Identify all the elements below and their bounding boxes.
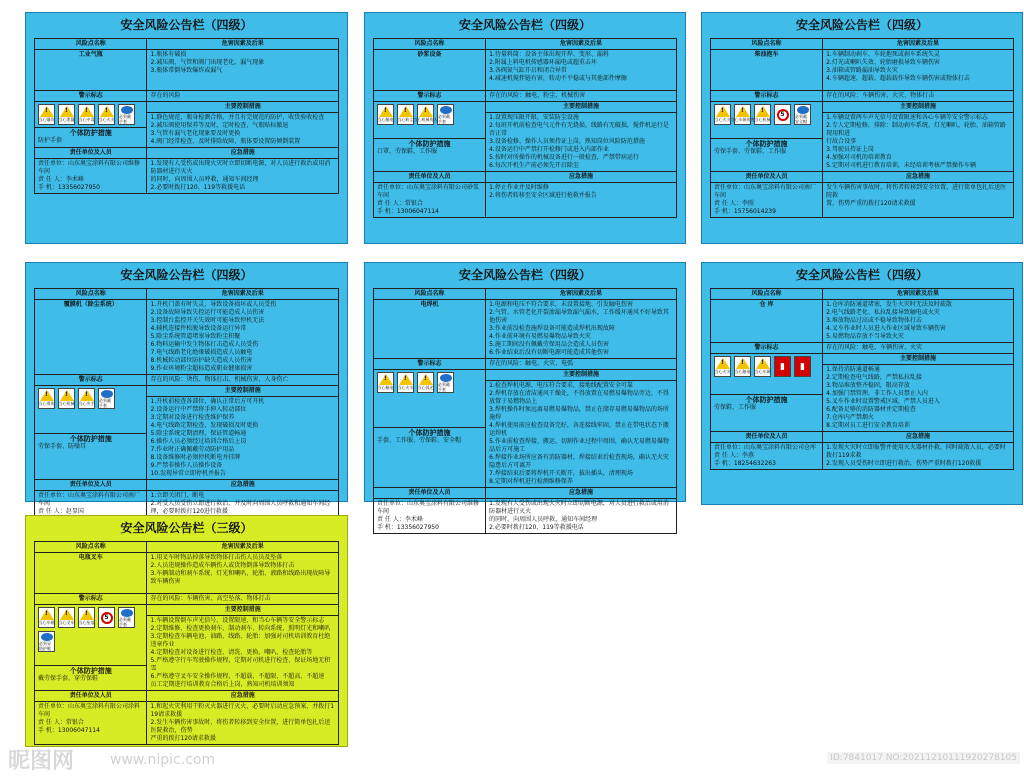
ppe-text: 戴劳保手套、穿劳保鞋 — [38, 675, 99, 683]
control-list — [486, 113, 677, 172]
risk-point-name: 电焊机 — [374, 300, 486, 359]
text-line: 1.保持消防通道畅通 — [826, 366, 880, 373]
text-line: 置，伤势严重的拨打120请求救援 — [826, 200, 916, 207]
risk-board — [25, 262, 348, 515]
risk-board — [364, 262, 686, 531]
ppe-text: 手套、工作服、劳保鞋、安全帽 — [377, 437, 462, 445]
text-line: 2.必要时拨打120、119等救援电话 — [150, 184, 246, 191]
header-risk-point: 风险点名称 — [374, 39, 486, 50]
header-ppe: 个体防护措施 — [408, 140, 451, 149]
text-line: 1.瓶体有破损 — [150, 51, 187, 58]
text-line: 7.仓库内严禁烟火 — [826, 414, 874, 421]
text-line: 1.立即关闭门，断电 — [150, 492, 205, 499]
text-line: 4.辅机连接件松脱导致设备运行异常 — [150, 325, 247, 332]
header-control: 主要控制措施 — [486, 102, 677, 113]
text-line: 2.电气线路老化、私拉乱接导致触电或火灾 — [826, 309, 940, 316]
text-line: 3.堆放物品过高或不稳导致物体打击 — [826, 317, 922, 324]
text-line: 10.发现异常立即停机并报告 — [150, 470, 227, 477]
text-line: 1.开机前检查各部位，确认正常后方可开机 — [150, 398, 265, 405]
risk-point-name: 砂浆设备 — [374, 50, 486, 91]
header-unit: 责任单位及人员 — [711, 432, 823, 443]
text-line: 2.发生车辆伤害事故时，将伤者转移到安全位置，进行简单包扎后送医院救治，伤势 — [150, 719, 331, 734]
emergency-list — [823, 443, 1014, 470]
risk-board — [25, 12, 348, 244]
board-title: 安全风险公告栏（四级） — [795, 18, 928, 32]
header-risk-point: 风险点名称 — [35, 289, 147, 300]
text-line: 3.设备检修、操作人员须持证上岗，熟知岗位风险防范措施 — [489, 138, 645, 145]
ppe-cell — [374, 139, 486, 172]
ppe-cell — [35, 128, 147, 148]
warning-sign-icon: 必须穿防护鞋 — [38, 631, 55, 652]
emergency-list — [147, 702, 339, 745]
watermark-logo: 昵图网 — [8, 749, 75, 774]
text-line: 4.电气线路定期检查，发现破损及时更换 — [150, 422, 259, 429]
text-line: 5.除尘系统管道堵塞导致粉尘积聚 — [150, 333, 241, 340]
header-emergency: 应急措施 — [823, 172, 1014, 183]
ppe-text: 防护手套 — [38, 137, 63, 145]
text-line: 3.定期检查车辆电池、油路、线路、轮胎：加强对司机培训教育杜绝违章作业 — [150, 633, 331, 648]
text-line: 5.作业前检查焊接、搬运、切割作业过程中周围，确认无易燃易爆物品后方可施工 — [489, 438, 669, 453]
text-line: 4.车辆超速、超载、超载载作导致车辆伤害或物体打击 — [826, 75, 970, 82]
unit-info — [374, 183, 486, 218]
text-line: 的同时，向周围人员呼救，通知车间经理 — [150, 176, 259, 183]
sign-cell — [35, 605, 147, 666]
unit-person: 责 任 人：赵显国 — [38, 508, 84, 515]
risk-text: 存在的风险：车辆伤害、高空坠落、物体打击 — [147, 594, 339, 605]
header-emergency: 应急措施 — [147, 691, 339, 702]
unit-phone: 手 机：15756014239 — [714, 208, 776, 215]
warning-sign-icon: ! 当心夹手 — [78, 388, 95, 409]
risk-point-name: 柴油抱车 — [711, 50, 823, 91]
text-line: 行故合设事 — [826, 138, 857, 145]
header-control: 主要控制措施 — [486, 370, 677, 381]
text-line: 4.设备运行中严禁打开检修门或进入内部作业 — [489, 146, 609, 153]
text-line: 1.用叉车时物品掉落导致物体打击伤人员员及坠落 — [150, 554, 283, 561]
text-line: 4.焊机使用前应检查设备完好，各连接线牢固，禁止在带电状态下搬运焊机 — [489, 422, 669, 437]
unit-phone: 手 机：18254632263 — [714, 460, 776, 467]
text-line: 2.减压阀、气管和阀门出现老化，漏气现象 — [150, 59, 265, 66]
text-line: 2.焊机存放在清洁通风干燥处，不得放置在易燃易爆物品旁边，不得放置于易燃物品上 — [489, 390, 669, 405]
control-list — [147, 397, 339, 480]
text-line: 8.定期对焊机进行检测维修保养 — [489, 478, 573, 485]
image-id-label: ID:7841017 NO:20211210111920278105 — [827, 752, 1020, 764]
text-line: 3.焊机操作时须远离易燃易爆物品，禁止在储存易燃易爆物品的场所施焊 — [489, 406, 669, 421]
text-line: 3.油箱或管路漏油导致火灾 — [826, 67, 898, 74]
unit-info — [711, 443, 823, 470]
sign-cell — [711, 102, 823, 139]
warning-sign-icon: ! 当心烫伤 — [38, 388, 55, 409]
hazard-list — [486, 50, 677, 91]
header-risk-point: 风险点名称 — [711, 289, 823, 300]
text-line: 4.加强门禁管理，非工作人员禁止入内 — [826, 390, 928, 397]
ppe-text: 劳保手套、防噪耳 — [38, 442, 87, 450]
control-list — [486, 381, 677, 488]
unit-phone: 手 机：13006047114 — [38, 727, 100, 734]
header-warning: 警示标志 — [35, 91, 147, 102]
header-emergency: 应急措施 — [147, 480, 339, 491]
text-line: 2.附属上料电机传感器环漏电或超重击坏 — [489, 59, 597, 66]
risk-text: 存在的风险：车辆伤害、火灾、物体打击 — [823, 91, 1014, 102]
warning-sign-icon: 5 — [98, 607, 115, 628]
text-line: 1.仓库消防通道堵塞，发生火灾时无法及时疏散 — [826, 301, 952, 308]
text-line: 3.作业前没检查施焊设备可能造成焊机出现故障 — [489, 325, 615, 332]
text-line: 6.作业结束后没有切断电源可能造成其他伤害 — [489, 349, 609, 356]
text-line: 3.车辆制动和刹车系统、灯光和喇叭、轮胎、液路和线路出现故障导致车辆伤害 — [150, 570, 331, 585]
text-line: 5.按时对所操作的机械设备进行一般检查，严禁带病运行 — [489, 154, 639, 161]
header-ppe: 个体防护措施 — [408, 429, 451, 438]
text-line: 7.电气线路老化绝缘破损造成人员触电 — [150, 349, 253, 356]
ppe-cell — [35, 433, 147, 479]
text-line: 3.定期对设备进行检查维护保养 — [150, 414, 235, 421]
warning-sign-icon: 5 — [774, 104, 791, 125]
header-risk-point: 风险点名称 — [711, 39, 823, 50]
control-list — [147, 113, 339, 148]
text-line: 6.操作人员必须经过培训合格后上岗 — [150, 438, 247, 445]
text-line: 4.定期检查对设备进行检查、清洗、更换、嘲叭、检查轮胎等 — [150, 649, 313, 656]
header-hazard: 危害因素及后果 — [147, 289, 339, 300]
risk-text: 存在的风险：烫伤、物体打击、机械伤害、人身伤亡 — [147, 375, 339, 386]
text-line: 1.发现火灾时立即报警并使用灭火器材扑救，同时疏散人员，必要时拨打119求救 — [826, 444, 1006, 459]
header-hazard: 危害因素及后果 — [823, 39, 1014, 50]
text-line: 3.物品堆放整齐稳固，限高存放 — [826, 382, 910, 389]
text-line: 2.灯光或喇叭失效、轮胎磨损导致车辆伤害 — [826, 59, 940, 66]
text-line: 1.车辆设置两车声光信号设置限速和各心车辆等安全警示标志 — [826, 114, 988, 121]
header-unit: 责任单位及人员 — [711, 172, 823, 183]
warning-sign-icon: ! 当心中毒 — [78, 104, 95, 125]
board-title: 安全风险公告栏（四级） — [120, 18, 253, 32]
text-line: 2.必要时拨打120、119等救援电话 — [489, 524, 584, 531]
header-warning: 警示标志 — [374, 91, 486, 102]
unit-name: 责任单位：山东奥宝涂料有限公司维修车间 — [377, 500, 480, 515]
board-title: 安全风险公告栏（四级） — [458, 268, 591, 282]
text-line: 2.人员违规操作造成车辆伤人或货物倒落导致物体打击 — [150, 562, 295, 569]
header-ppe: 个体防护措施 — [69, 667, 112, 676]
header-warning: 警示标志 — [711, 343, 823, 354]
text-line: 5.严格遵守行车驾驶操作规程，定期对司机进行检查、保证场地无积雪 — [150, 657, 331, 672]
text-line: 8.机械转动部位防护缺失造成人员伤害 — [150, 357, 253, 364]
text-line: 5.定期对司机进行教育培训，未经培训考核严禁操作车辆 — [826, 162, 976, 169]
header-control: 主要控制措施 — [147, 102, 339, 113]
text-line: 9.作业环境粉尘超标造成职业健康损害 — [150, 365, 253, 372]
unit-person: 责 任 人：李术峰 — [377, 516, 423, 523]
control-list — [147, 616, 339, 691]
ppe-cell — [711, 394, 823, 431]
unit-person: 责 任 人：李术峰 — [38, 176, 84, 183]
header-hazard: 危害因素及后果 — [823, 289, 1014, 300]
warning-sign-icon: ! 当心机械 — [754, 104, 771, 125]
sign-cell — [374, 370, 486, 428]
risk-board — [364, 12, 686, 244]
header-ppe: 个体防护措施 — [745, 140, 788, 149]
warning-sign-icon: 必须戴手套 — [118, 104, 135, 125]
text-line: 1.静色规范，瓶身检测合格，并且有完规范的防护，收货验收检查 — [150, 114, 325, 121]
header-hazard: 危害因素及后果 — [147, 542, 339, 553]
board-title: 安全风险公告栏（四级） — [458, 18, 591, 32]
text-line: 9.严禁非操作人员操作设备 — [150, 462, 223, 469]
ppe-cell — [374, 428, 486, 488]
unit-phone: 手 机：13006047114 — [377, 208, 439, 215]
text-line: 员工定期进行培训教育合格后上岗，熟知司机培训须知 — [150, 681, 295, 688]
text-line: 1.待量料筒：设备主体出现开焊、变形、漏料 — [489, 51, 609, 58]
header-risk-point: 风险点名称 — [374, 289, 486, 300]
text-line: 2.发现人员受伤时立即进行救治，伤势严重时拨打120救援 — [826, 460, 982, 467]
header-warning: 警示标志 — [711, 91, 823, 102]
text-line: 4.叉车作业时人员进入作业区域导致车辆伤害 — [826, 325, 946, 332]
unit-person: 责 任 人：李燕 — [714, 452, 754, 459]
unit-name: 责任单位：山东奥宝涂料有限公司南厂车间 — [38, 492, 141, 507]
sign-cell — [35, 386, 147, 434]
text-line: 2.每班开机前检查电气元件有无烧损、线路有无破损，搅拌机运行是否正常 — [489, 122, 669, 137]
warning-sign-icon: ! 当心火灾 — [714, 356, 731, 377]
unit-name: 责任单位：山东奥宝涂料有限公司仓库 — [714, 444, 817, 451]
watermark-url: www.nipic.com — [110, 752, 216, 768]
text-line: 5.易燃物品存放不当导致火灾 — [826, 333, 904, 340]
unit-name: 责任单位：山东奥宝涂料有限公司砂浆车间 — [377, 184, 480, 199]
ppe-cell — [711, 139, 823, 172]
header-warning: 警示标志 — [35, 594, 147, 605]
text-line: 1.停止作业并及时维修 — [489, 184, 549, 191]
hazard-list — [823, 50, 1014, 91]
text-line: 8.设备维修时必须停机断电并挂牌 — [150, 454, 241, 461]
text-line: 2.设备故障导致失控运行可能造成人员伤害 — [150, 309, 265, 316]
header-unit: 责任单位及人员 — [374, 172, 486, 183]
text-line: 1.电源和电压不符合要求，未设置接地、引发触电伤害 — [489, 301, 633, 308]
text-line: 4.加强对司机的培训教育 — [826, 154, 892, 161]
unit-info — [711, 183, 823, 218]
header-emergency: 应急措施 — [147, 148, 339, 159]
header-control: 主要控制措施 — [823, 102, 1014, 113]
header-control: 主要控制措施 — [147, 386, 339, 397]
control-list — [823, 365, 1014, 432]
emergency-list — [147, 159, 339, 194]
risk-text: 存在的风险：触电、火灾、电弧 — [486, 359, 677, 370]
warning-sign-icon: ▮ — [774, 356, 791, 377]
unit-name: 责任单位：山东奥宝涂料有限公司南厂车间 — [714, 184, 817, 199]
warning-sign-icon: 必须戴手套 — [118, 607, 135, 628]
text-line: 1.开机门盖有时失灵，导致设备损坏或人员受伤 — [150, 301, 277, 308]
text-line: 1.车辆设置倒车声光信号、设置限速、和当心车辆等安全警示标志 — [150, 617, 325, 624]
unit-info — [35, 702, 147, 745]
emergency-list — [486, 499, 677, 534]
unit-person: 责 任 人：常银合 — [38, 719, 84, 726]
header-unit: 责任单位及人员 — [35, 480, 147, 491]
hazard-list — [147, 50, 339, 91]
risk-point-name: 仓 库 — [711, 300, 823, 343]
text-line: 6.焊接作业场所应备有消防器材，焊接结束后检查现场，确认无火灾隐患后方可离开 — [489, 454, 669, 469]
text-line: 2.对受人员受伤立即进行救治，并及时向周围人员呼救和通知车间经理，必要时拨打120进行救援 — [150, 500, 331, 515]
text-line: 2.专人定期检修，排除：制动刹车系统、灯光喇叭、轮胎、油箱管路现用和进 — [826, 122, 1006, 137]
text-line: 6.物料运输中发生物体打击造成人员受伤 — [150, 341, 259, 348]
emergency-list — [486, 183, 677, 218]
unit-info — [35, 159, 147, 194]
warning-sign-icon: ! 当心机械伤人 — [417, 104, 434, 125]
text-line: 2.设备运行中严禁将手伸入转动部位 — [150, 406, 247, 413]
unit-phone: 手 机：13356027950 — [377, 524, 439, 531]
text-line: 严重的拨打120请求救援 — [150, 735, 216, 742]
text-line: 4.减速机搅拌链有害，转动不平稳或与其他部件摩擦 — [489, 75, 627, 82]
header-risk-point: 风险点名称 — [35, 542, 147, 553]
text-line: 1.发现有人受伤或出现火灾时立即切断电源，对人员进行救治或用消防器材进行灭火 — [489, 500, 669, 515]
emergency-list — [823, 183, 1014, 218]
header-unit: 责任单位及人员 — [35, 148, 147, 159]
unit-info — [374, 499, 486, 534]
risk-text: 存在的风险：触电、粉尘、机械伤害 — [486, 91, 677, 102]
risk-text: 存在的风险：触电、车辆伤害、火灾 — [823, 343, 1014, 354]
text-line: 4.阀门经常检查，及时排除故障，瓶体要设置防倾倒装置 — [150, 138, 301, 145]
unit-phone: 手 机：13356027950 — [38, 184, 100, 191]
header-emergency: 应急措施 — [486, 488, 677, 499]
text-line: 3.气管有漏气老化现象要及时更换 — [150, 130, 241, 137]
text-line: 的同时，向周围人员呼救，通知车间经理 — [489, 516, 598, 523]
warning-sign-icon: ! 当心叉车 — [58, 607, 75, 628]
warning-sign-icon: ! 当心触电 — [734, 356, 751, 377]
text-line: 6.配备足够的消防器材并定期检查 — [826, 406, 916, 413]
hazard-list — [823, 300, 1014, 343]
board-title: 安全风险公告栏（三级） — [120, 521, 253, 535]
header-hazard: 危害因素及后果 — [147, 39, 339, 50]
text-line: 1.和起火灾利用干粉灭火器进行灭火，必要时启动应急预案，并拨打119请求救援 — [150, 703, 335, 718]
risk-point-name: 电瓶叉车 — [35, 553, 147, 594]
text-line: 1.发现有人受伤或出现火灾时立即切断电源，对人员进行救治或用消防器材进行灭火 — [150, 160, 331, 175]
hazard-list — [147, 553, 339, 594]
text-line: 1.车辆制动刹车、车轮抱死或刹车系统失灵 — [826, 51, 940, 58]
ppe-cell — [35, 666, 147, 691]
warning-sign-icon: ! 当心触电 — [377, 104, 394, 125]
warning-sign-icon: ! 当心泄漏 — [58, 104, 75, 125]
hazard-list — [147, 300, 339, 375]
sign-cell — [374, 102, 486, 139]
unit-name: 责任单位：山东奥宝涂料有限公司维修车间 — [38, 160, 141, 175]
sign-cell — [35, 102, 147, 128]
text-line: 8.定期对员工进行安全教育培训 — [826, 422, 910, 429]
header-control: 主要控制措施 — [147, 605, 339, 616]
text-line: 4.作业前环境有易燃易爆物品导致火灾 — [489, 333, 591, 340]
text-line: 3.各阀氮气缸开启和闭合异常 — [489, 67, 567, 74]
text-line: 1.设置现压限开限，安装防尘设施 — [489, 114, 579, 121]
text-line: 发生车辆伤害事故时，将伤者转移到安全位置，进行简单包扎后送医院救 — [826, 184, 1007, 199]
text-line: 2.气管、水管老化开裂渗漏导致漏气漏水，工作缓坏通风不好导致其他伤害 — [489, 309, 669, 324]
text-line: 5.施工期间没有佩戴劳保用品会造成人员伤害 — [489, 341, 609, 348]
warning-sign-icon: ! 当心坠落 — [78, 607, 95, 628]
control-list — [823, 113, 1014, 172]
risk-point-name: 覆膜机（除尘系统） — [35, 300, 147, 375]
text-line: 7.焊接结束后要将焊机开关断开，拔出插头，清理现场 — [489, 470, 633, 477]
board-title: 安全风险公告栏（四级） — [120, 268, 253, 282]
warning-sign-icon: ! 当心爆炸 — [38, 104, 55, 125]
warning-sign-icon: ! 当心机械 — [58, 388, 75, 409]
ppe-text: 口罩、劳保鞋、工作服 — [377, 148, 438, 156]
text-line: 2.减压阀使用保养等及时，定时检查，气瓶贴标撤退 — [150, 122, 289, 129]
unit-person: 责 任 人：常银合 — [377, 200, 423, 207]
text-line: 7.作业时正确佩戴劳动防护用品 — [150, 446, 235, 453]
ppe-text: 劳保手套、劳保鞋、工作服 — [714, 148, 787, 156]
header-emergency: 应急措施 — [486, 172, 677, 183]
text-line: 2.定期检查电气线路，严禁私拉乱接 — [826, 374, 922, 381]
text-line: 3.控制台监控开关失效时可能导致停机无法 — [150, 317, 265, 324]
header-hazard: 危害因素及后果 — [486, 289, 677, 300]
warning-sign-icon: ▮ — [794, 356, 811, 377]
text-line: 6.每次开机生产前必须先开启除尘 — [489, 162, 579, 169]
text-line: 1.检查焊机电源、电压符合要求，接地线配置安全可靠 — [489, 382, 633, 389]
header-ppe: 个体防护措施 — [69, 129, 112, 138]
warning-sign-icon: ! 当心火灾 — [714, 104, 731, 125]
text-line: 3.驾驶员持证上岗 — [826, 146, 874, 153]
header-warning: 警示标志 — [35, 375, 147, 386]
warning-sign-icon: 必须戴安全帽 — [794, 104, 811, 125]
risk-text: 存在的风险 — [147, 91, 339, 102]
header-ppe: 个体防护措施 — [745, 395, 788, 404]
risk-board — [25, 515, 348, 747]
sign-cell — [711, 354, 823, 395]
header-emergency: 应急措施 — [823, 432, 1014, 443]
text-line: 5.叉车作业时设置警戒区域，严禁人员进入 — [826, 398, 940, 405]
risk-board — [701, 262, 1023, 505]
warning-sign-icon: ! 当心粉尘 — [397, 104, 414, 125]
risk-board — [701, 12, 1023, 244]
header-warning: 警示标志 — [374, 359, 486, 370]
unit-name: 责任单位：山东奥宝涂料有限公司涂料车间 — [38, 703, 141, 718]
header-risk-point: 风险点名称 — [35, 39, 147, 50]
warning-sign-icon: 必须戴手套 — [437, 372, 454, 393]
warning-sign-icon: ! 当心弧光 — [417, 372, 434, 393]
board-title: 安全风险公告栏（四级） — [795, 268, 928, 282]
ppe-text: 劳保鞋、工作服 — [714, 403, 757, 411]
text-line: 5.除尘系统定期清理，保证管道畅通 — [150, 430, 247, 437]
warning-sign-icon: ! 当心车辆伤害 — [734, 104, 751, 125]
warning-sign-icon: 必须戴手套 — [437, 104, 454, 125]
header-ppe: 个体防护措施 — [69, 434, 112, 443]
unit-person: 责 任 人：李照 — [714, 200, 754, 207]
text-line: 6.严格遵守叉车安全操作规程，不超载、不超限、不超高、不超速 — [150, 673, 325, 680]
warning-sign-icon: ! 当心火灾 — [397, 372, 414, 393]
header-control: 主要控制措施 — [823, 354, 1014, 365]
hazard-list — [486, 300, 677, 359]
warning-sign-icon: ! 当心触电 — [377, 372, 394, 393]
header-unit: 责任单位及人员 — [35, 691, 147, 702]
text-line: 2.定期维修、检查更换刹车、制动刹车、转向系统、照明灯光和喇叭 — [150, 625, 331, 632]
header-hazard: 危害因素及后果 — [486, 39, 677, 50]
text-line: 2.将伤者转移至安全区域进行抢救并报告 — [489, 192, 597, 199]
risk-point-name: 工业气瓶 — [35, 50, 147, 91]
text-line: 3.瓶体常倒导致爆炸或漏气 — [150, 67, 223, 74]
warning-sign-icon: 必须戴手套 — [98, 388, 115, 409]
warning-sign-icon: ! 当心火灾 — [98, 104, 115, 125]
header-unit: 责任单位及人员 — [374, 488, 486, 499]
warning-sign-icon: ! 当心车辆 — [38, 607, 55, 628]
warning-sign-icon: ! 当心车辆 — [754, 356, 771, 377]
